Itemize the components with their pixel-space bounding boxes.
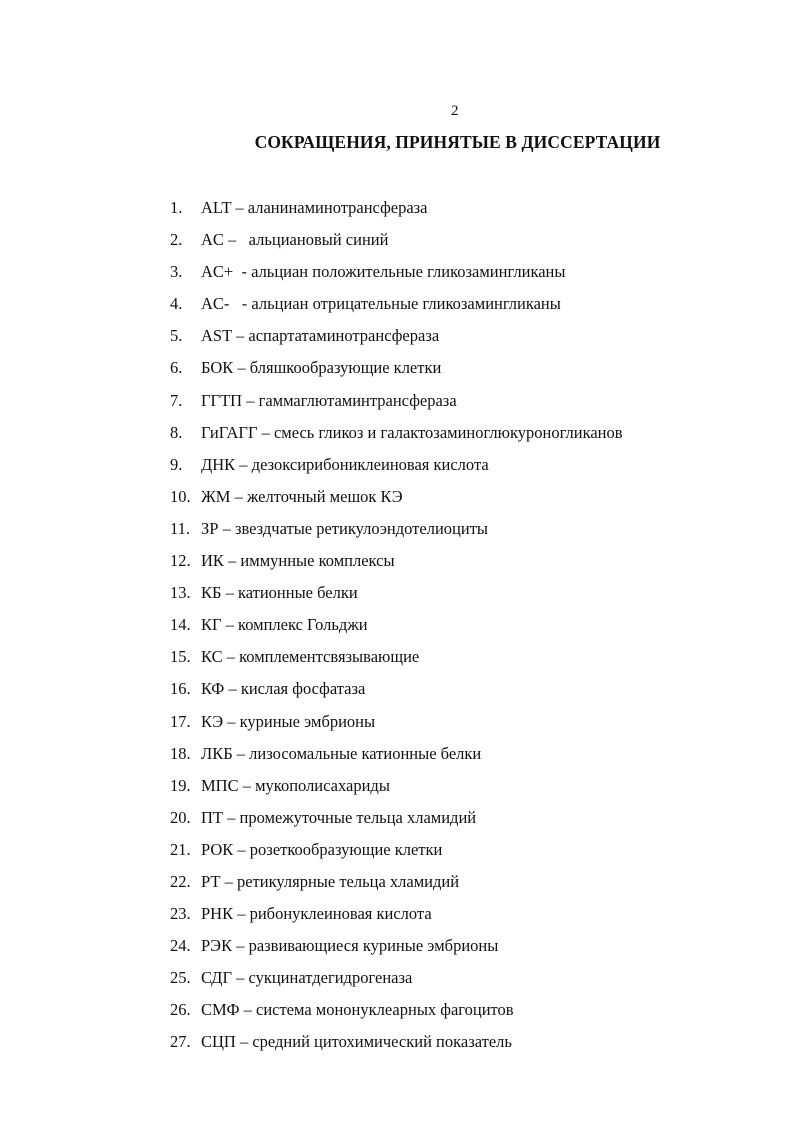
list-item-text: РЭК – развивающиеся куриные эмбрионы [201,936,499,956]
list-item-text: МПС – мукополисахариды [201,775,390,795]
list-item [170,645,623,677]
list-item [170,453,623,485]
list-item [170,517,623,549]
list-item-number: 9. [170,454,183,474]
list-item [170,581,623,613]
list-item-number: 25. [170,968,191,988]
list-item-text: КФ – кислая фосфатаза [201,679,366,699]
list-item-text: ALT – аланинаминотрансфераза [201,198,428,217]
list-item [170,389,623,421]
list-item-text: ГиГАГГ – смесь гликоз и галактозаминоглюкуроногликанов [201,422,623,442]
list-item-number: 16. [170,679,191,699]
list-item-text: КГ – комплекс Гольджи [201,615,368,635]
list-item-number: 5. [170,326,183,346]
list-item-text: РТ – ретикулярные тельца хламидий [201,871,460,891]
list-item [170,806,623,838]
list-item-text: КС – комплементсвязывающие [201,647,420,667]
list-item-text: ЛКБ – лизосомальные катионные белки [201,743,482,763]
list-item [170,260,623,292]
list-item-number: 24. [170,936,191,956]
list-item [170,228,623,260]
list-item [170,613,623,645]
list-item [170,742,623,774]
list-item [170,774,623,806]
list-item-text: ИК – иммунные комплексы [201,551,395,571]
list-item-number: 23. [170,904,191,924]
list-item-number: 21. [170,839,191,859]
list-item-text: РОК – розеткообразующие клетки [201,839,443,859]
list-item [170,934,623,966]
list-item-text: РНК – рибонуклеиновая кислота [201,904,432,924]
list-item-number: 20. [170,807,191,827]
page-title: СОКРАЩЕНИЯ, ПРИНЯТЫЕ В ДИССЕРТАЦИИ [254,132,661,152]
list-item [170,421,623,453]
list-item-number: 1. [170,198,183,217]
list-item-number: 8. [170,422,183,442]
list-item-text: AC- - альциан отрицательные гликозамингликаны [201,294,561,314]
page-number: 2 [451,103,459,119]
list-item-number: 12. [170,551,191,571]
list-item-text: ЖМ – желточный мешок КЭ [201,486,403,506]
list-item [170,966,623,998]
list-item-number: 6. [170,358,183,378]
list-item [170,710,623,742]
list-item-text: AC+ - альциан положительные гликозамингликаны [201,262,566,282]
list-item [170,902,623,934]
list-item [170,549,623,581]
list-item-text: AST – аспартатаминотрансфераза [201,326,440,346]
list-item-number: 22. [170,871,191,891]
list-item-text: AC – альциановый синий [201,230,389,250]
list-item [170,870,623,902]
list-item-number: 15. [170,647,191,667]
list-item-number: 14. [170,615,191,635]
list-item-text: ЗР – звездчатые ретикулоэндотелиоциты [201,518,488,538]
list-item-number: 19. [170,775,191,795]
list-item-number: 18. [170,743,191,763]
list-item [170,485,623,517]
list-item-text: СДГ – сукцинатдегидрогеназа [201,968,413,988]
list-item-text: СМФ – система мононуклеарных фагоцитов [201,1000,514,1020]
list-item-text: БОК – бляшкообразующие клетки [201,358,442,378]
list-item-number: 17. [170,711,191,731]
list-item [170,196,623,228]
list-item [170,838,623,870]
list-item-number: 4. [170,294,183,314]
list-item-number: 10. [170,486,191,506]
list-item-text: ГГТП – гаммаглютаминтрансфераза [201,390,457,410]
list-item-number: 7. [170,390,183,410]
list-item-number: 27. [170,1032,191,1052]
list-item-text: ПТ – промежуточные тельца хламидий [201,807,477,827]
list-item-text: КБ – катионные белки [201,583,358,603]
list-item-number: 13. [170,583,191,603]
list-item [170,1030,623,1062]
list-item [170,292,623,324]
list-item [170,356,623,388]
list-item [170,998,623,1030]
list-item [170,324,623,356]
abbreviation-list [170,196,623,1063]
list-item-text: КЭ – куриные эмбрионы [201,711,376,731]
list-item-text: ДНК – дезоксирибониклеиновая кислота [201,454,489,474]
list-item-number: 2. [170,230,183,250]
list-item-number: 3. [170,262,183,282]
list-item-text: СЦП – средний цитохимический показатель [201,1032,512,1052]
list-item [170,677,623,709]
list-item-number: 26. [170,1000,191,1020]
list-item-number: 11. [170,518,191,538]
